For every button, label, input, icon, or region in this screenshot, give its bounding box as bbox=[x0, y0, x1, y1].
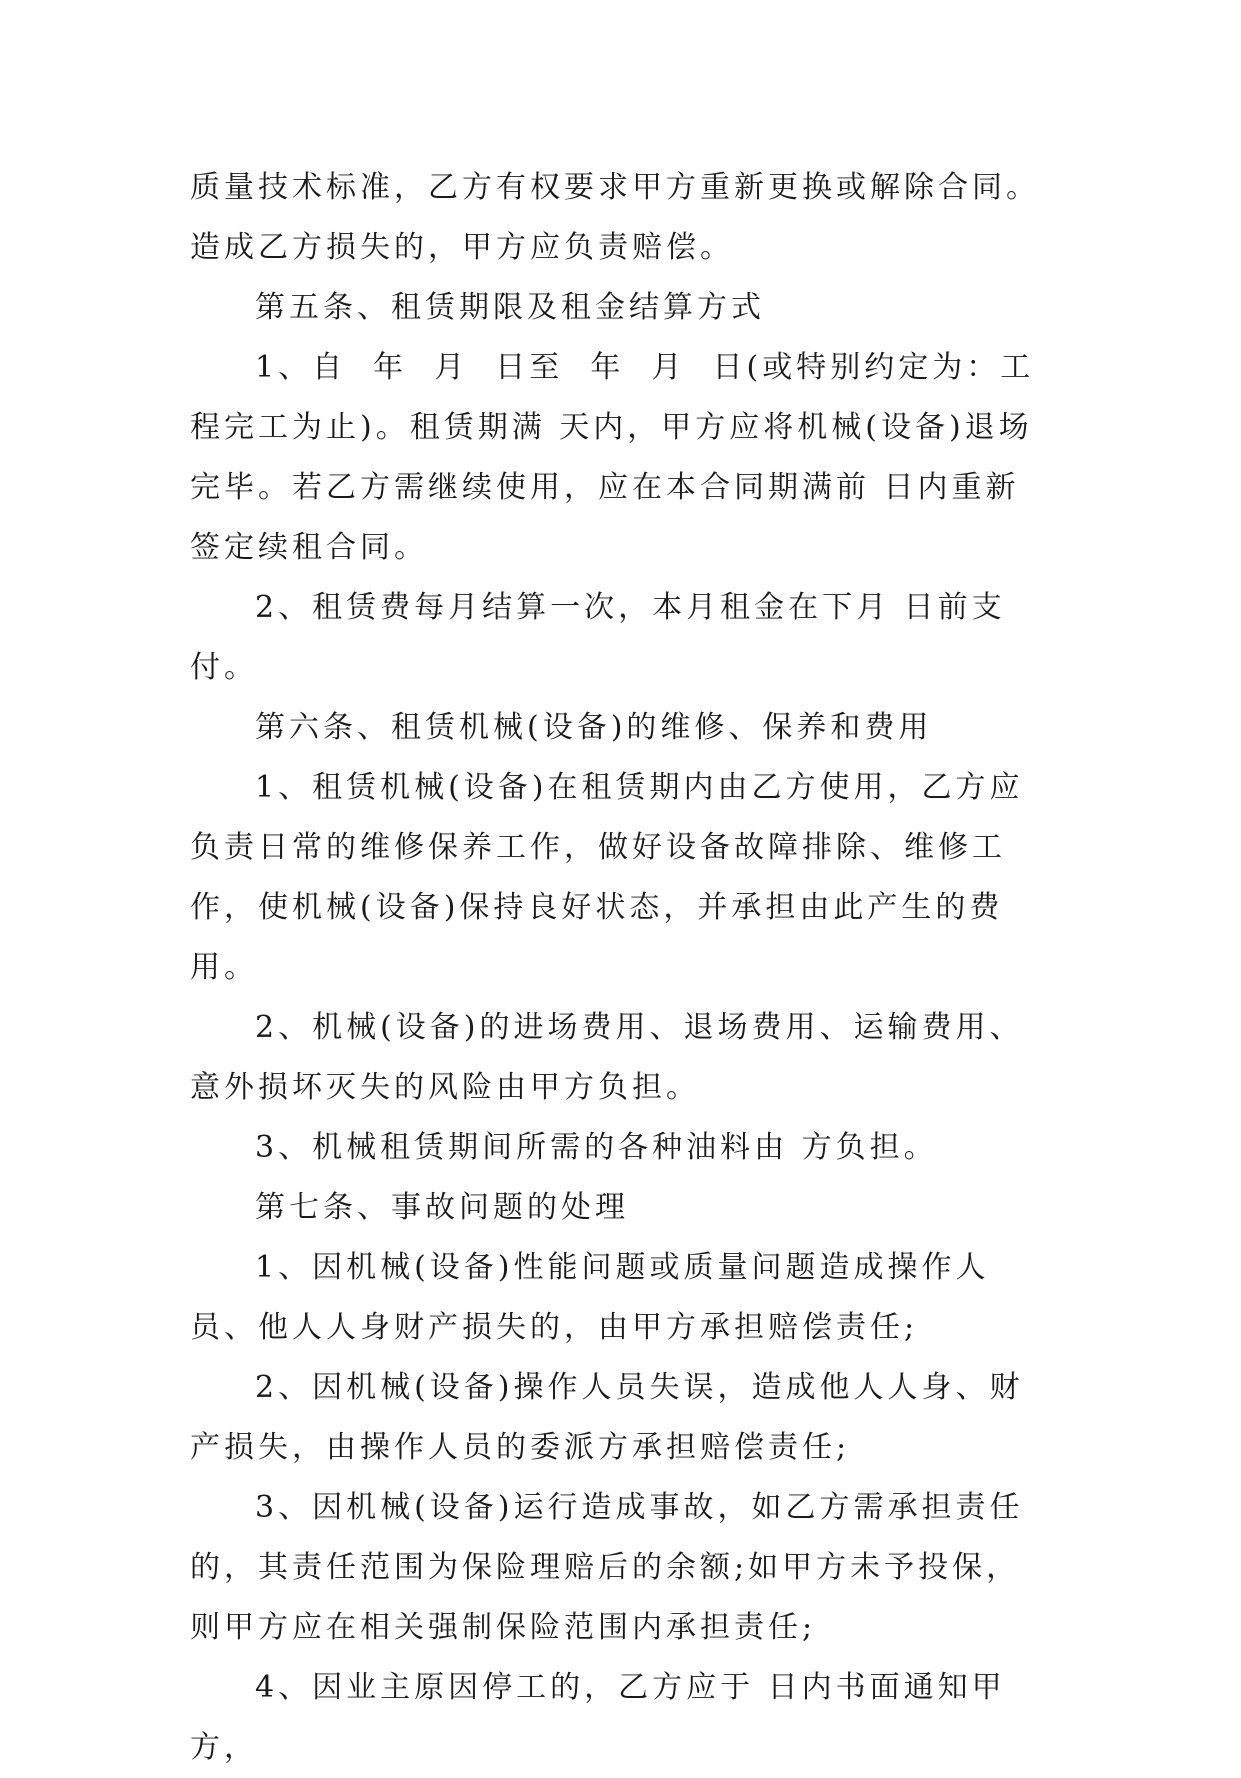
article-7-clause-3: 3、因机械(设备)运行造成事故，如乙方需承担责任的，其责任范围为保险理赔后的余额;如甲方未予投保，则甲方应在相关强制保险范围内承担责任; bbox=[190, 1490, 1024, 1645]
article-5-clause-2: 2、租赁费每月结算一次，本月租金在下月 日前支付。 bbox=[190, 590, 1006, 685]
article-7-clause-4: 4、因业主原因停工的，乙方应于 日内书面通知甲方， bbox=[190, 1670, 1006, 1765]
article-5-clause-1: 1、自 年 月 日至 年 月 日(或特别约定为：工程完工为止)。租赁期满 天内，甲方应将机械(设备)退场完毕。若乙方需继续使用，应在本合同期满前 日内重新签定续租合同。 bbox=[190, 350, 1035, 565]
article-6-clause-2: 2、机械(设备)的进场费用、退场费用、运输费用、意外损坏灭失的风险由甲方负担。 bbox=[190, 1010, 1024, 1105]
article-6-clause-1: 1、租赁机械(设备)在租赁期内由乙方使用，乙方应负责日常的维修保养工作，做好设备故障排除、维修工作，使机械(设备)保持良好状态，并承担由此产生的费用。 bbox=[190, 770, 1024, 985]
article-7-clause-1: 1、因机械(设备)性能问题或质量问题造成操作人员、他人人身财产损失的，由甲方承担赔偿责任; bbox=[190, 1250, 990, 1345]
article-5-heading: 第五条、租赁期限及租金结算方式 bbox=[255, 290, 765, 325]
document-body bbox=[190, 158, 1050, 1778]
article-6-clause-3: 3、机械租赁期间所需的各种油料由 方负担。 bbox=[255, 1130, 938, 1165]
paragraph-continuation: 质量技术标准，乙方有权要求甲方重新更换或解除合同。造成乙方损失的，甲方应负责赔偿。 bbox=[190, 170, 1040, 265]
article-7-heading: 第七条、事故问题的处理 bbox=[255, 1190, 629, 1225]
article-6-heading: 第六条、租赁机械(设备)的维修、保养和费用 bbox=[255, 710, 933, 745]
article-7-clause-2: 2、因机械(设备)操作人员失误，造成他人人身、财产损失，由操作人员的委派方承担赔偿责任; bbox=[190, 1370, 1024, 1465]
